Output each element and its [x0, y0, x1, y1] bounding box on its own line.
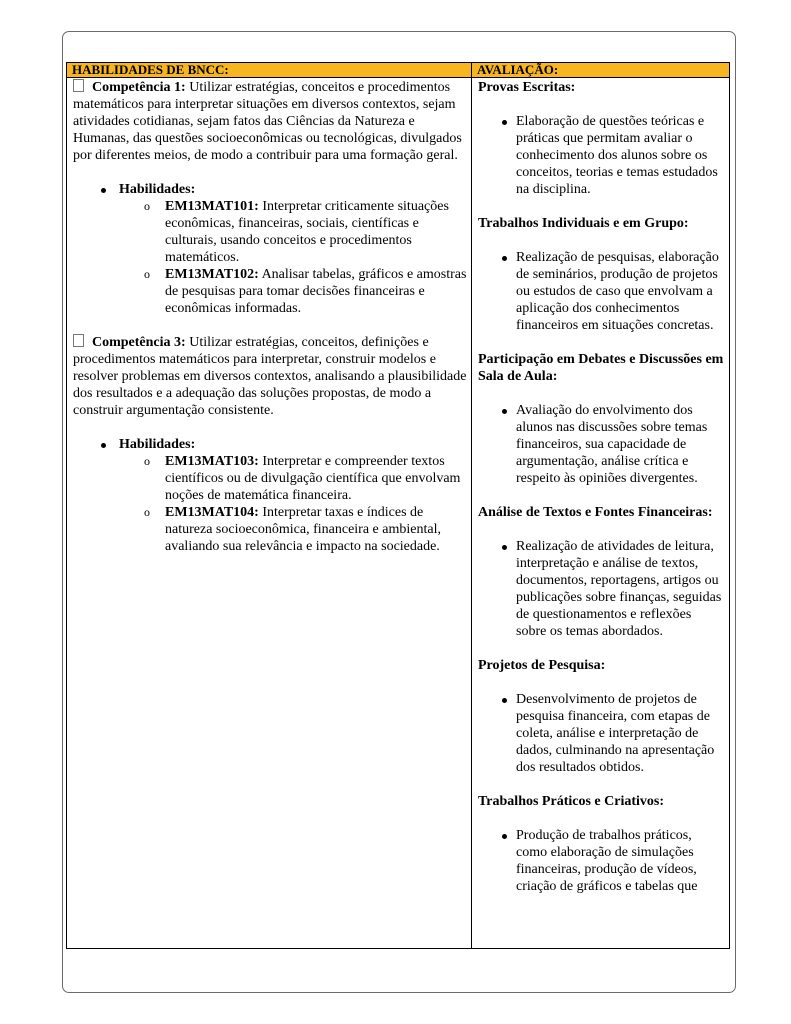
table-header-row	[67, 63, 729, 78]
habilidades-list	[73, 453, 467, 555]
competencia-1	[73, 79, 467, 164]
list-item: o EM13MAT101: Interpretar criticamente situações econômicas, financeiras, sociais, científicas e culturais, usando conceitos e procedimentos matemáticos.	[144, 199, 449, 265]
header-habilidades: HABILIDADES DE BNCC:	[67, 63, 472, 77]
list-item: o EM13MAT104: Interpretar taxas e índices de natureza socioeconômica, financeira e ambiental, avaliando sua relevância e impacto na sociedade.	[144, 505, 441, 554]
section-title: Trabalhos Individuais e em Grupo:	[478, 216, 689, 231]
list-item: o EM13MAT103: Interpretar e compreender textos científicos ou de divulgação científica que envolvam noções de matemática financeira.	[144, 454, 461, 503]
section-title: Análise de Textos e Fontes Financeiras:	[478, 505, 713, 520]
bncc-table	[66, 62, 730, 949]
checkbox-glyph-icon	[73, 334, 84, 347]
list-item: Desenvolvimento de projetos de pesquisa financeira, com etapas de coleta, análise e interpretação de dados, culminando na apresentação dos resultados obtidos.	[478, 691, 725, 776]
habilidades-heading: Habilidades:	[73, 181, 467, 198]
circle-bullet-icon: o	[144, 267, 150, 281]
competencia-3	[73, 334, 467, 419]
eval-section-praticos	[478, 793, 725, 895]
list-item: Produção de trabalhos práticos, como elaboração de simulações financeiras, produção de vídeos, criação de gráficos e tabelas que	[478, 827, 725, 895]
habilidades-block-2	[73, 436, 467, 555]
bullet-icon	[502, 120, 507, 125]
circle-bullet-icon: o	[144, 199, 150, 213]
habilidades-block-1	[73, 181, 467, 317]
list-item: o EM13MAT102: Analisar tabelas, gráficos e amostras de pesquisas para tomar decisões financeiras e econômicas informadas.	[144, 267, 467, 316]
eval-section-trabalhos	[478, 215, 725, 334]
bullet-icon	[502, 256, 507, 261]
eval-section-textos	[478, 504, 725, 640]
eval-section-provas	[478, 79, 725, 198]
bullet-icon	[101, 443, 106, 448]
bullet-icon	[502, 409, 507, 414]
bullet-icon	[502, 698, 507, 703]
section-title: Projetos de Pesquisa:	[478, 658, 606, 673]
bullet-icon	[502, 545, 507, 550]
section-title: Trabalhos Práticos e Criativos:	[478, 794, 664, 809]
habilidades-list	[73, 198, 467, 317]
habilidades-cell	[67, 78, 472, 948]
section-title: Provas Escritas:	[478, 80, 576, 95]
checkbox-glyph-icon	[73, 79, 84, 92]
list-item: Avaliação do envolvimento dos alunos nas discussões sobre temas financeiros, sua capacidade de argumentação, análise crítica e respeito às opiniões divergentes.	[478, 402, 725, 487]
competencia-text: Utilizar estratégias, conceitos, definições e procedimentos matemáticos para interpretar, construir modelos e resolver problemas em diversos contextos, analisando a plausibilidade dos resultados e a adequação das soluções propostas, de modo a construir argumentação consistente.	[73, 335, 467, 418]
competencia-text: Utilizar estratégias, conceitos e procedimentos matemáticos para interpretar situações em diversos contextos, sejam atividades cotidianas, sejam fatos das Ciências da Natureza e Humanas, das questões socioeconômicas ou tecnológicas, divulgados por diferentes meios, de modo a contribuir para uma formação geral.	[73, 80, 462, 163]
circle-bullet-icon: o	[144, 505, 150, 519]
bullet-icon	[101, 188, 106, 193]
circle-bullet-icon: o	[144, 454, 150, 468]
list-item: Realização de pesquisas, elaboração de seminários, produção de projetos ou estudos de caso que envolvam a aplicação dos conhecimentos financeiros em situações concretas.	[478, 249, 725, 334]
eval-section-debates	[478, 351, 725, 487]
competencia-title: Competência 3:	[92, 335, 186, 350]
competencia-title: Competência 1:	[92, 80, 186, 95]
section-title: Participação em Debates e Discussões em Sala de Aula:	[478, 352, 724, 384]
avaliacao-cell	[472, 78, 729, 948]
eval-section-projetos	[478, 657, 725, 776]
habilidades-heading: Habilidades:	[73, 436, 467, 453]
bullet-icon	[502, 834, 507, 839]
table-body-row	[67, 78, 729, 948]
header-avaliacao: AVALIAÇÃO:	[477, 62, 559, 77]
list-item: Realização de atividades de leitura, interpretação e análise de textos, documentos, reportagens, artigos ou publicações sobre finanças, seguidas de questionamentos e reflexões sobre os temas abordados.	[478, 538, 725, 640]
list-item: Elaboração de questões teóricas e práticas que permitam avaliar o conhecimento dos alunos sobre os conceitos, teorias e temas estudados na disciplina.	[478, 113, 725, 198]
